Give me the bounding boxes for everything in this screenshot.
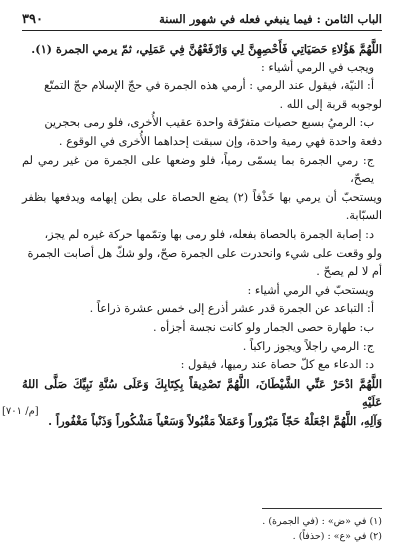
footnotes xyxy=(22,514,382,544)
page-number: ٣٩٠ xyxy=(22,11,43,27)
text-line: ج: الرمي راجلاً ويجوز راكباً . xyxy=(242,339,374,353)
text-line: دفعة واحدة فهي رمية واحدة، وإن سبقت إحداهما الأُخرى في الوقوع . xyxy=(58,134,382,148)
footnote: (١) في «ض» : (في الجمرة) . xyxy=(262,516,382,527)
text-line: ويستحبّ أن يرمي بها خَذْفاً (٢) يضع الحصاة على بطن إبهامه ويدفعها بظفر السبّابة. xyxy=(22,190,382,223)
text-line: د: إصابة الجمرة بالحصاة بفعله، فلو رمى بها وتمّمها حركة غيره لم يجز، xyxy=(44,227,374,241)
text-line: اللَّهُمَّ هَؤُلاءِ حَصَيَاتِي فَأَحْصِهِنَّ لِي وَارْفَعْهُنَّ فِي عَمَلِي، ثمّ يرمي الجمرة (١). xyxy=(31,42,382,56)
text-line: ب: طهارة حصى الجمار ولو كانت نجسة أجزأه . xyxy=(152,320,374,334)
text-line: د: الدعاء مع كلّ حصاة عند رميها، فيقول : xyxy=(180,358,374,372)
text-line: أم لا لم يصحّ . xyxy=(316,265,382,279)
footnote: (٢) في «ع» : (حذفاً) . xyxy=(292,531,382,542)
text-line: أ: النيّة، فيقول عند الرمي : أرمي هذه الجمرة في حجّ الإسلام حجّ التمتّع xyxy=(44,79,374,93)
text-line: اللَّهُمَّ ادْحَرْ عَنِّي الشَّيْطَانَ، اللَّهُمَّ تَصْدِيقاً بِكِتَابِكَ وَعَلَى سُنَّةِ نَبِيِّكَ صَلَّى اللهُ عَلَيْهِ xyxy=(22,376,382,410)
text-line: أ: التباعد عن الجمرة قدر عشر أذرع إلى خمس عشرة ذراعاً . xyxy=(89,302,374,316)
text-line: ويجب في الرمي أشياء : xyxy=(260,60,374,74)
margin-reference: [م/ ٧٠١] xyxy=(2,406,39,417)
footnote-divider xyxy=(262,508,382,509)
main-text xyxy=(22,40,382,430)
text-line: ويستحبّ في الرمي أشياء : xyxy=(247,283,374,297)
chapter-title: الباب الثامن : فيما ينبغي فعله في شهور السنة xyxy=(159,12,382,26)
text-line: ولو وقعت على شيء وانحدرت على الجمرة صحّ، ولو شكّ هل أصابت الجمرة xyxy=(27,246,382,260)
text-line: ج: رمي الجمرة بما يسمّى رمياً، فلو وضعها على الجمرة من غير رمي لم يصحّ، xyxy=(22,153,374,186)
page-header xyxy=(22,8,382,31)
text-line: ب: الرميُ بسبع حصيات متفرّقة واحدة عقيب الأُخرى، فلو رمى بحجرين xyxy=(44,116,374,130)
text-line: وَآلِهِ، اللَّهُمَّ اجْعَلْهُ حَجّاً مَبْرُوراً وَعَمَلاً مَقْبُولاً وَسَعْياً مَشْكُوراً وَذَنْباً مَغْفُوراً . xyxy=(48,413,382,428)
text-line: لوجوبه قربة إلى الله . xyxy=(279,97,382,111)
